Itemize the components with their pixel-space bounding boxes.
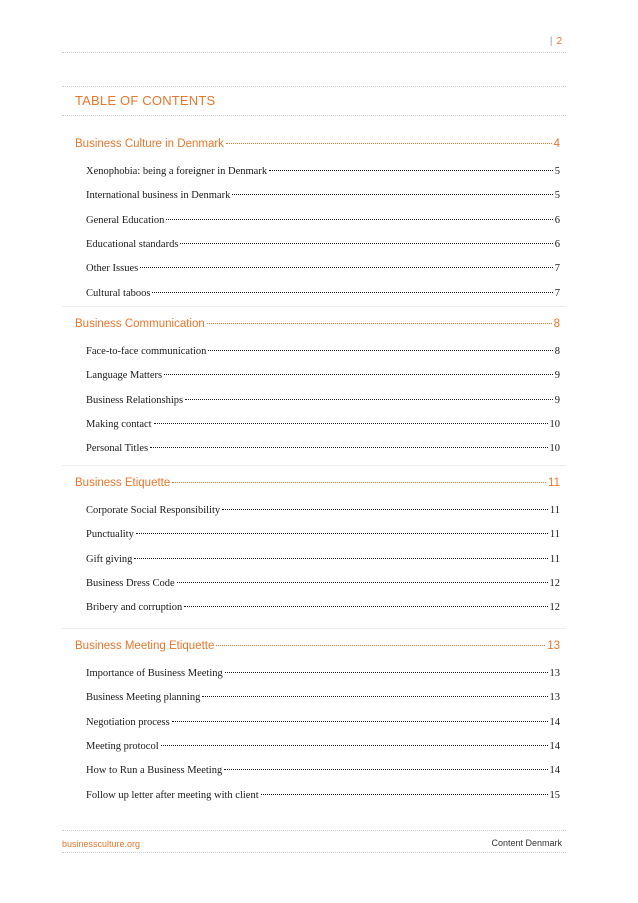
dot-leader (224, 769, 547, 770)
dot-leader (226, 143, 552, 144)
toc-section-label: Business Meeting Etiquette (75, 640, 215, 652)
toc-entry-page: 6 (554, 238, 560, 250)
toc-section-page: 4 (553, 138, 560, 150)
page-number-separator: | (549, 36, 553, 47)
toc-entry-page: 10 (549, 443, 560, 455)
toc-entry-link[interactable] (86, 692, 560, 703)
toc-entry-page: 13 (549, 668, 560, 679)
section-divider (62, 465, 566, 466)
toc-entry-label: Punctuality (86, 529, 134, 541)
toc-section-label: Business Communication (75, 318, 205, 330)
toc-title: TABLE OF CONTENTS (75, 93, 216, 108)
toc-entry-label: Gift giving (86, 553, 133, 565)
dot-leader (222, 509, 548, 510)
toc-entry-label: International business in Denmark (86, 190, 231, 202)
toc-entry-label: How to Run a Business Meeting (86, 765, 223, 777)
toc-entry-label: Importance of Business Meeting (86, 668, 223, 679)
toc-entry-label: Making contact (86, 418, 152, 430)
toc-entry-page: 7 (554, 287, 560, 299)
dot-leader (152, 292, 552, 293)
dot-leader (216, 645, 545, 646)
toc-entry-page: 9 (554, 370, 560, 382)
toc-entry-label: Negotiation process (86, 716, 170, 728)
toc-entry-page: 7 (554, 263, 560, 275)
toc-entry-page: 9 (554, 394, 560, 406)
toc-entry-page: 5 (554, 166, 560, 177)
toc-entry-link[interactable] (86, 346, 560, 357)
toc-entry-link[interactable] (86, 717, 560, 728)
toc-section-link[interactable] (75, 138, 560, 150)
toc-entry-page: 10 (549, 418, 560, 430)
toc-entry-label: Personal Titles (86, 443, 149, 455)
toc-entry-link[interactable] (86, 288, 560, 299)
toc-entry-page: 11 (549, 553, 560, 565)
toc-entry-label: Xenophobia: being a foreigner in Denmark (86, 166, 268, 177)
toc-entry-link[interactable] (86, 215, 560, 226)
page-number (550, 36, 562, 47)
dot-leader (208, 350, 552, 351)
toc-section-page: 13 (547, 640, 560, 652)
toc-entry-label: Educational standards (86, 238, 179, 250)
toc-entry-page: 14 (549, 716, 560, 728)
toc-entry-label: General Education (86, 214, 165, 226)
dot-leader (136, 533, 548, 534)
dot-leader (232, 194, 552, 195)
page-number-value: 2 (556, 36, 562, 47)
toc-entry-page: 6 (554, 214, 560, 226)
toc-entry-link[interactable] (86, 166, 560, 177)
toc-entry-label: Bribery and corruption (86, 602, 183, 614)
toc-entry-link[interactable] (86, 765, 560, 776)
toc-entry-page: 5 (554, 190, 560, 202)
toc-entry-page: 8 (554, 346, 560, 357)
dot-leader (172, 721, 548, 722)
dot-leader (172, 482, 546, 483)
toc-entry-link[interactable] (86, 239, 560, 250)
toc-entry-label: Meeting protocol (86, 740, 159, 752)
toc-entry-link[interactable] (86, 443, 560, 454)
toc-entry-link[interactable] (86, 790, 560, 801)
toc-entry-link[interactable] (86, 395, 560, 406)
toc-entry-link[interactable] (86, 190, 560, 201)
section-divider (62, 628, 566, 629)
toc-entry-page: 14 (549, 765, 560, 777)
dot-leader (140, 267, 553, 268)
toc-entry-page: 14 (549, 740, 560, 752)
toc-entry-label: Business Meeting planning (86, 692, 201, 704)
dot-leader (154, 423, 548, 424)
dot-leader (177, 582, 548, 583)
toc-section-page: 8 (553, 318, 560, 330)
footer-rule-bottom (62, 852, 566, 853)
toc-entry-link[interactable] (86, 529, 560, 540)
toc-entry-label: Language Matters (86, 370, 163, 382)
toc-entry-link[interactable] (86, 263, 560, 274)
dot-leader (202, 696, 547, 697)
dot-leader (225, 672, 548, 673)
dot-leader (269, 170, 553, 171)
toc-entry-link[interactable] (86, 370, 560, 381)
toc-entry-link[interactable] (86, 668, 560, 679)
title-rule-bottom (62, 115, 566, 116)
toc-entry-link[interactable] (86, 602, 560, 613)
toc-section-link[interactable] (75, 318, 560, 330)
toc-entry-label: Face-to-face communication (86, 346, 207, 357)
toc-entry-label: Cultural taboos (86, 287, 151, 299)
toc-entry-link[interactable] (86, 741, 560, 752)
toc-section-label: Business Etiquette (75, 477, 171, 489)
toc-entry-page: 11 (549, 529, 560, 541)
dot-leader (150, 447, 547, 448)
header-rule (62, 52, 566, 53)
toc-entry-label: Follow up letter after meeting with client (86, 789, 259, 801)
toc-section-link[interactable] (75, 640, 560, 652)
title-rule-top (62, 86, 566, 87)
toc-entry-page: 15 (549, 789, 560, 801)
toc-entry-page: 12 (549, 602, 560, 614)
section-divider (62, 306, 566, 307)
toc-entry-label: Other Issues (86, 263, 139, 275)
toc-entry-label: Business Relationships (86, 394, 184, 406)
toc-entry-link[interactable] (86, 505, 560, 516)
dot-leader (184, 606, 547, 607)
dot-leader (164, 374, 553, 375)
toc-entry-page: 12 (549, 577, 560, 589)
toc-section-page: 11 (548, 477, 560, 489)
toc-entry-link[interactable] (86, 578, 560, 589)
footer-section-name: Content Denmark (491, 838, 562, 848)
toc-section-label: Business Culture in Denmark (75, 138, 224, 150)
toc-entry-link[interactable] (86, 554, 560, 565)
toc-entry-page: 13 (549, 692, 560, 704)
dot-leader (180, 243, 552, 244)
footer-site: businessculture.org (62, 839, 141, 849)
toc-entry-page: 11 (549, 505, 560, 516)
toc-entry-link[interactable] (86, 419, 560, 430)
dot-leader (166, 219, 552, 220)
dot-leader (134, 558, 548, 559)
dot-leader (185, 399, 553, 400)
dot-leader (261, 794, 548, 795)
dot-leader (207, 323, 552, 324)
toc-entry-label: Corporate Social Responsibility (86, 505, 221, 516)
footer-rule-top (62, 830, 566, 831)
toc-section-link[interactable] (75, 477, 560, 489)
dot-leader (161, 745, 548, 746)
toc-entry-label: Business Dress Code (86, 577, 175, 589)
